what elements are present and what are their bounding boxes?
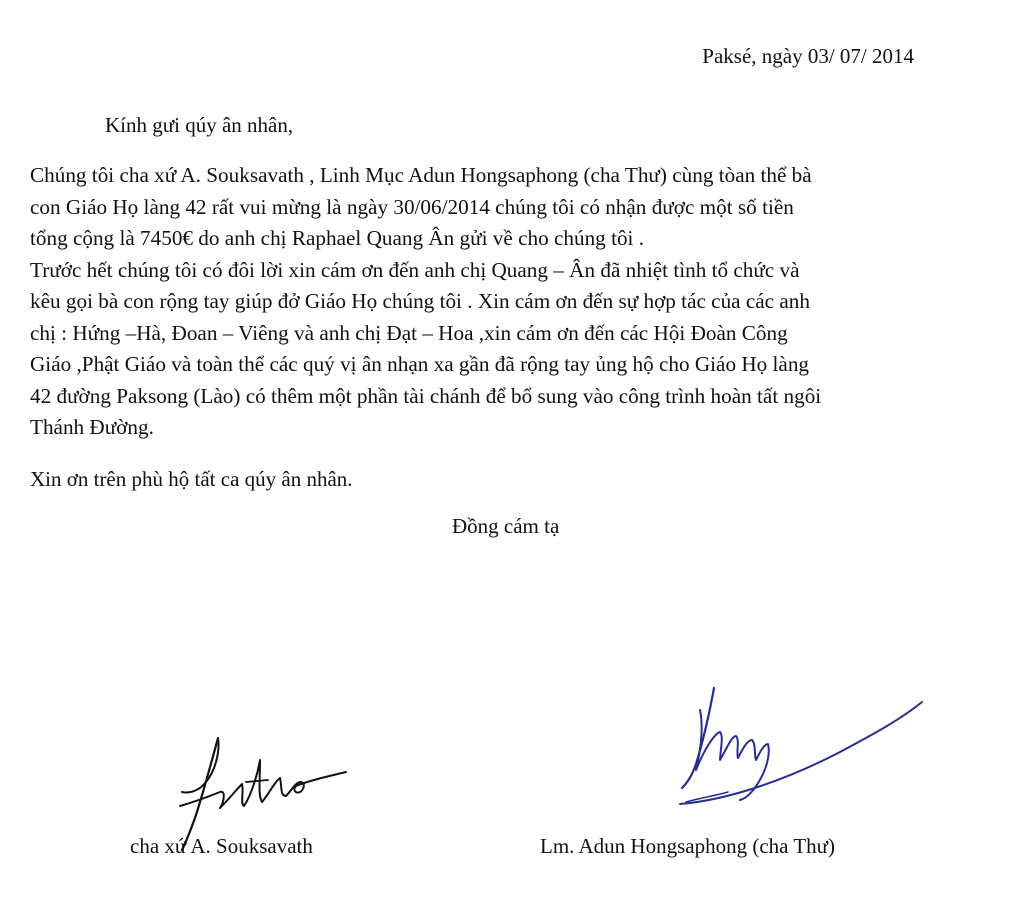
closing-line: Xin ơn trên phù hộ tất ca qúy ân nhân. <box>30 467 353 491</box>
signature-right <box>670 680 930 820</box>
body-line: Trước hết chúng tôi có đôi lời xin cám ơn đến anh chị Quang – Ân đã nhiệt tình tổ chức và <box>30 257 800 282</box>
body-line: Chúng tôi cha xứ A. Souksavath , Linh Mục Adun Hongsaphong (cha Thư) cùng tòan thể bà <box>30 163 812 187</box>
body-line: kêu gọi bà con rộng tay giúp đở Giáo Họ chúng tôi . Xin cám ơn đến sự hợp tác của các anh <box>30 289 810 313</box>
letter-body <box>30 160 1020 444</box>
body-line: chị : Hứng –Hà, Đoan – Viêng và anh chị Đạt – Hoa ,xin cám ơn đến các Hội Đoàn Công <box>30 320 788 345</box>
signer-name-right: Lm. Adun Hongsaphong (cha Thư) <box>540 834 836 858</box>
body-line: Thánh Đường. <box>30 415 154 439</box>
date-line: Paksé, ngày 03/ 07/ 2014 <box>702 44 914 68</box>
signer-name-left: cha xứ A. Souksavath <box>130 834 313 858</box>
body-line: tổng cộng là 7450€ do anh chị Raphael Quang Ân gửi về cho chúng tôi . <box>30 226 645 250</box>
greeting: Kính gưi qúy ân nhân, <box>105 113 294 137</box>
body-line: 42 đường Paksong (Lào) có thêm một phần tài chánh để bổ sung vào công trình hoàn tất ngôi <box>30 383 822 408</box>
thanks-line: Đồng cám tạ <box>452 514 560 538</box>
body-line: Giáo ,Phật Giáo và toàn thể các quý vị ân nhạn xa gần đã rộng tay ủng hộ cho Giáo Họ làng <box>30 352 810 376</box>
body-line: con Giáo Họ làng 42 rất vui mừng là ngày 30/06/2014 chúng tôi có nhận được một số tiền <box>30 194 794 219</box>
